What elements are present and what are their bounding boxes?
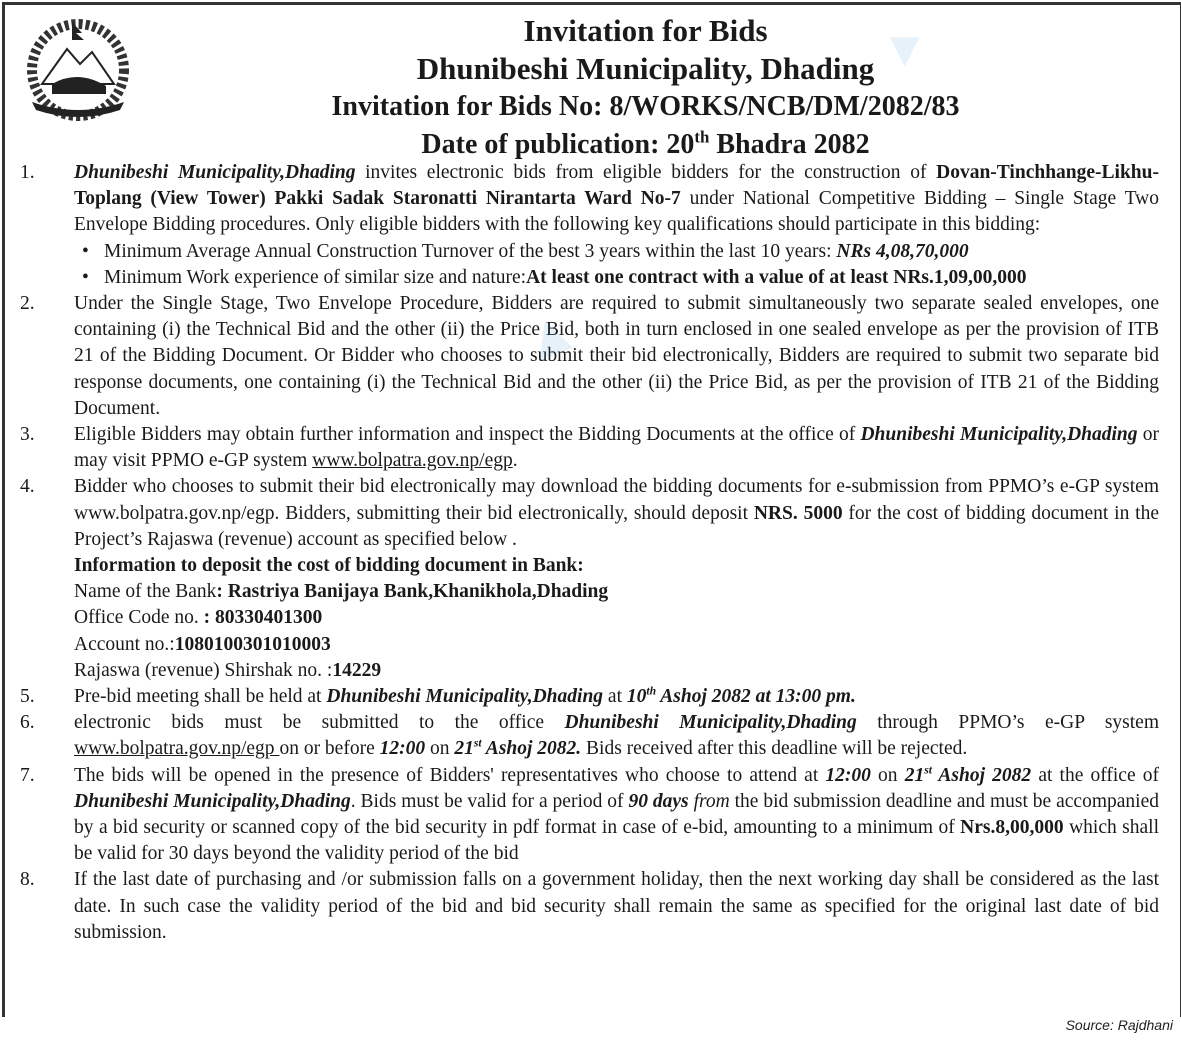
text-run: : 80330401300 (203, 607, 323, 629)
clause-paragraph (74, 684, 1159, 710)
clause-paragraph (74, 763, 1159, 868)
nepal-government-emblem (22, 14, 134, 126)
clause-paragraph (74, 867, 1159, 946)
text-run: Dhunibeshi Municipality,Dhading (74, 790, 351, 812)
text-run: Account no.: (74, 633, 175, 655)
text-run: st (924, 763, 932, 777)
text-run: Ashoj 2082. (481, 738, 582, 760)
clause-paragraph (74, 553, 1159, 579)
clause-paragraph (74, 474, 1159, 553)
text-run: Bidder who chooses to submit their bid electronically may download the bidding documents for e-submission from PPMO’s e-GP system www.bolpatra.gov.np/egp. Bidders, submitting their bid electronically, should deposit (74, 476, 1159, 524)
clause-3 (20, 422, 1159, 474)
text-run: Ashoj 2082 (931, 764, 1032, 786)
text-run: Eligible Bidders may obtain further information and inspect the Bidding Documents at the office of (74, 424, 861, 446)
clause-number: 2. (20, 293, 35, 315)
clause-paragraph (74, 605, 1159, 631)
clause-number: 5. (20, 686, 35, 708)
text-run: 1080100301010003 (174, 633, 331, 655)
text-run: NRs 4,08,70,000 (836, 240, 969, 262)
bid-number: Invitation for Bids No: 8/WORKS/NCB/DM/2082/83 (331, 91, 960, 122)
watermark: ▼ (880, 21, 930, 77)
text-run: If the last date of purchasing and /or submission falls on a government holiday, then the next working day shall be considered as the last date. In such case the validity period of the bid and bid security shall remain the same as specified for the original last date of bid submission. (74, 869, 1159, 943)
text-run: Name of the Bank (74, 581, 217, 603)
qualification-bullet (74, 265, 1159, 291)
publication-date (150, 126, 1141, 164)
bullet-icon: • (82, 240, 89, 262)
text-run: electronic bids must be submitted to the office (74, 712, 565, 734)
text-run: . (512, 450, 518, 472)
text-run: st (473, 736, 482, 750)
text-run: through PPMO’s e-GP system (856, 712, 1159, 734)
text-run: at (603, 686, 627, 708)
pub-date-month: Bhadra 2082 (709, 129, 870, 160)
text-run: th (646, 684, 657, 698)
text-run: Bids received after this deadline will be rejected. (581, 738, 968, 760)
text-run: Under the Single Stage, Two Envelope Procedure, Bidders are required to submit simultaneously two separate sealed envelopes, one containing (i) the Technical Bid and the other (ii) the Price Bid, both in turn enclosed in one sealed envelope as per the provision of ITB 21 of the Bidding Document. Or Bidder who chooses to submit their bid electronically, Bidders are required to submit two separate bid response documents, one containing (i) the Technical Bid and the other (ii) the Price Bid, as per the provision of ITB 21 of the Bidding Document. (74, 293, 1159, 419)
text-run: 12:00 (825, 764, 871, 786)
text-run: Ashoj 2082 at 13:00 pm. (656, 686, 856, 708)
text-run: on or before (279, 738, 380, 760)
text-run: Dhunibeshi Municipality,Dhading (326, 686, 604, 708)
clause-number: 7. (20, 764, 35, 786)
text-run: 21 (904, 764, 925, 786)
clause-5 (20, 684, 1159, 710)
clause-number: 4. (20, 476, 35, 498)
clause-paragraph (74, 658, 1159, 684)
clause-7 (20, 763, 1159, 868)
clause-8 (20, 867, 1159, 946)
link-text[interactable]: www.bolpatra.gov.np/egp (74, 738, 280, 760)
clause-paragraph (74, 632, 1159, 658)
text-run: . Bids must be valid for a period of (350, 790, 629, 812)
text-run: 90 days (628, 790, 689, 812)
text-run: Minimum Work experience of similar size and nature: (104, 266, 527, 288)
text-run: Dhunibeshi Municipality,Dhading (860, 424, 1138, 446)
text-run: The bids will be opened in the presence of Bidders' representatives who choose to attend at (74, 764, 826, 786)
qualification-bullet (74, 239, 1159, 265)
text-run: the bid submission deadline and must be accompanied by a bid security or scanned copy of the bid security in pdf format in case of e-bid, amounting to a minimum of (74, 790, 1159, 839)
text-run: Nrs.8,00,000 (960, 817, 1064, 839)
watermark: ▲ (510, 292, 590, 377)
text-run: or may visit PPMO e-GP system (74, 424, 1159, 472)
clause-paragraph (74, 160, 1159, 239)
clause-number: 1. (20, 162, 35, 183)
text-run: invites electronic bids from eligible bidders for the construction of (355, 162, 937, 183)
clause-paragraph (74, 422, 1159, 474)
text-run: 21 (454, 738, 474, 760)
text-run: which shall be valid for 30 days beyond the validity period of the bid (74, 817, 1160, 865)
text-run: under National Competitive Bidding – Single Stage Two Envelope Bidding procedures. Only eligible bidders with the following key qualifications should participate in this bidding: (74, 188, 1159, 236)
clause-4 (20, 474, 1159, 684)
notice-title: Invitation for Bids (523, 13, 768, 48)
text-run: Information to deposit the cost of bidding document in Bank: (74, 555, 584, 577)
clause-number: 3. (20, 424, 35, 446)
clause-1 (20, 160, 1159, 291)
organization-name: Dhunibeshi Municipality, Dhading (416, 51, 875, 86)
text-run: Rajaswa (revenue) Shirshak no. : (74, 659, 333, 681)
text-run: on (870, 764, 905, 786)
clause-6 (20, 710, 1159, 762)
text-run: At least one contract with a value of at least NRs.1,09,00,000 (526, 266, 1027, 288)
text-run: at the office of (1031, 764, 1160, 786)
pub-date-sup: th (694, 127, 710, 147)
text-run: Dhunibeshi Municipality,Dhading (74, 162, 356, 183)
text-run: for the cost of bidding document in the Project’s Rajaswa (revenue) account as specified below . (74, 502, 1160, 550)
text-run: Minimum Average Annual Construction Turnover of the best 3 years within the last 10 years: (104, 240, 837, 262)
clause-paragraph (74, 291, 1159, 422)
text-run: Dovan-Tinchhange-Likhu-Toplang (View Tower) Pakki Sadak Staronatti Nirantarta Ward No-7 (74, 162, 1159, 210)
link-text[interactable]: www.bolpatra.gov.np/egp (312, 450, 513, 472)
text-run: NRS. 5000 (753, 502, 843, 524)
text-run: 12:00 (379, 738, 426, 760)
bullet-icon: • (82, 266, 89, 288)
clause-number: 6. (20, 712, 35, 734)
text-run: 14229 (332, 659, 382, 681)
text-run: Dhunibeshi Municipality,Dhading (564, 712, 857, 734)
text-run: from (688, 790, 730, 812)
text-run: Office Code no. (74, 607, 204, 629)
notice-body (20, 160, 1159, 946)
text-run: Pre-bid meeting shall be held at (74, 686, 327, 708)
clause-paragraph (74, 579, 1159, 605)
text-run: 10 (626, 686, 647, 708)
source-credit: Source: Rajdhani (1065, 1017, 1173, 1033)
clause-paragraph (74, 710, 1159, 762)
pub-date-text: Date of publication: 20 (421, 129, 695, 160)
clause-number: 8. (20, 869, 35, 891)
notice-header (150, 12, 1141, 164)
text-run: : Rastriya Banijaya Bank,Khanikhola,Dhading (216, 581, 609, 603)
text-run: on (425, 738, 455, 760)
